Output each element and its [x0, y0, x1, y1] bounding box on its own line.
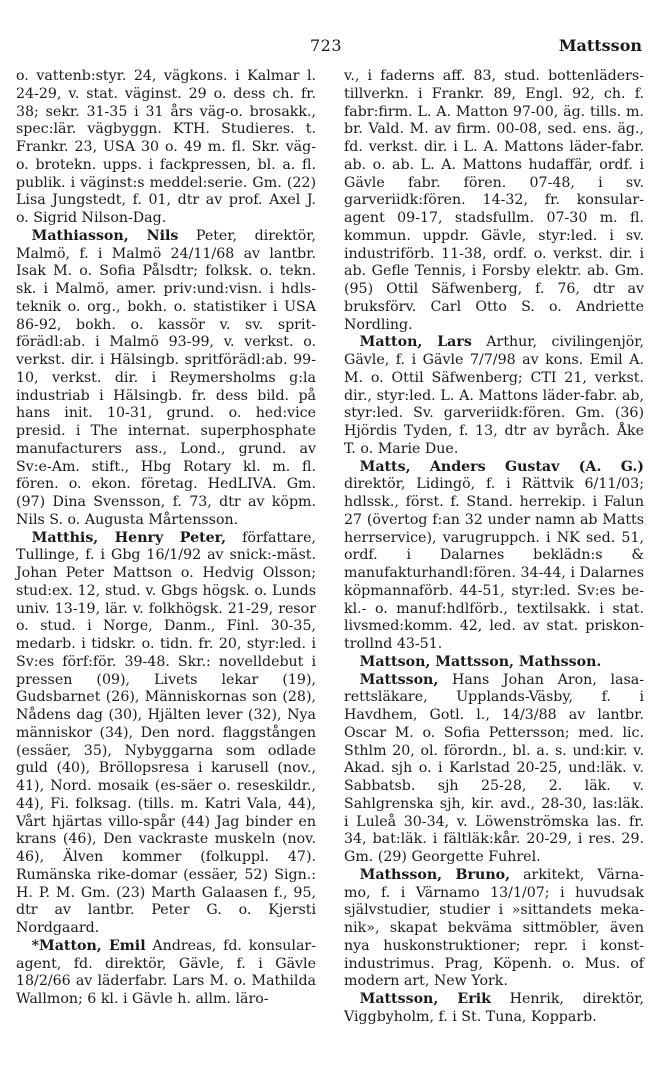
- entry-text: arkitekt, Värna-mo, f. i Värnamo 13/1/07; i huvudsak självstudier, studier i »sittandets meka-nik», skapat bekväma sittmöbler, även nya huskonstruktioner; repr. i konst-industrimus. Prag, Köpenh. o. Mus. of modern art, New York.: [344, 866, 644, 990]
- entry-matton-lars: [344, 334, 644, 458]
- continuation-text: o. vattenb:styr. 24, vägkons. i Kalmar l. 24-29, v. stat. väginst. 29 o. dess ch. fr. 38; sekr. 31-35 i 31 års väg-o. brosakk., spec:lär. vägbyggn. KTH. Studieres. t. Frankr. 23, USA 30 o. 49 m. fl. Skr. väg- o. brotekn. upps. i fackpressen, bl. a. fl. publik. i väginst:s meddel:serie. Gm. (22) Lisa Jungstedt, f. 01, dtr av prof. Axel J. o. Sigrid Nilson-Dag.: [16, 68, 316, 226]
- continuation-text: v., i faderns aff. 83, stud. bottenläders-tillverkn. i Frankr. 89, Engl. 92, ch. f. fabr:firm. L. A. Matton 97-00, äg. tills. m. br. Vald. M. av firm. 00-08, sed. ens. äg., fd. verkst. dir. i L. A. Mattons läder-fabr. ab. o. ab. L. A. Mattons hudaffär, ordf. i Gävle fabr. fören. 07-48, i sv. garveriidk:fören. 14-32, fr. konsular-agent 09-17, stadsfullm. 07-30 m. fl. kommun. uppdr. Gävle, styr:led. i sv. industriförb. 11-38, ordf. o. verkst. dir. i ab. Gefle Tennis, i Forsby elektr. ab. Gm. (95) Ottil Säfwenberg, f. 76, dtr av bruksförv. Carl Otto S. o. Andriette Nordling.: [344, 68, 644, 333]
- entry-headword: Matts, Anders Gustav (A. G.): [359, 458, 644, 475]
- entry-text: Peter, direktör, Malmö, f. i Malmö 24/11/68 av lantbr. Isak M. o. Sofia Pålsdtr; folksk. o. tekn. sk. i Malmö, amer. priv:und:visn. i hdls-teknik o. org., bokh. o. statistiker i USA 86-92, bokh. o. kassör v. sv. sprit-förädl:ab. i Malmö 93-99, v. verkst. o. verkst. dir. i Hälsingb. spritförädl:ab. 99-10, verkst. dir. i Reymersholms g:la industriab i Hälsingb. fr. dess bild. på hans init. 10-31, grund. o. hed:vice presid. i The internat. superphosphate manufacturers ass., Lond., grund. av Sv:e-Am. stift., Hbg Rotary kl. m. fl. fören. o. ekon. företag. HedLIVA. Gm. (97) Dina Svensson, f. 73, dtr av köpm. Nils S. o. Augusta Mårtensson.: [16, 227, 316, 528]
- entry-text: Hans Johan Aron, lasa-rettsläkare, Upplands-Väsby, f. i Havdhem, Gotl. l., 14/3/88 av lantbr. Oscar M. o. Sofia Pettersson; med. lic. Sthlm 20, ol. förordn., bl. a. s. und:kir. v. Akad. sjh o. i Karlstad 20-25, und:läk. v. Sabbatsb. sjh 25-28, 2. läk. v. Sahlgrenska sjh, kir. avd., 28-30, las:läk. i Luleå 30-34, v. Löwenströmska las. fr. 34, bat:läk. i fältläk:kår. 20-29, i res. 29. Gm. (29) Georgette Fuhrel.: [344, 671, 644, 865]
- section-heading: Mattson, Mattsson, Mathsson.: [359, 653, 602, 670]
- entry-headword: Mattsson, Erik: [359, 991, 491, 1007]
- running-head: Mattsson: [558, 36, 642, 55]
- entry-text: författare, Tullinge, f. i Gbg 16/1/92 av snick:-mäst. Johan Peter Mattson o. Hedvig Olsson; stud:ex. 12, stud. v. Gbgs högsk. o. Lunds univ. 13-19, lär. v. folkhögsk. 21-29, resor o. stud. i Norge, Danm., Finl. 30-35, medarb. i tidskr. o. tidn. fr. 20, styr:led. i Sv:es förf:för. 39-48. Skr.: novelldebut i pressen (09), Livets lekar (19), Gudsbarnet (26), Människornas son (28), Nådens dag (30), Hjälten lever (32), Nya människor (34), Den nord. flaggstången (essäer, 35), Nybyggarna som odlade guld (40), Bröllopsresa i karusell (nov., 41), Nord. mosaik (es-säer o. reseskildr., 44), Fi. folksag. (tills. m. Katri Vala, 44), Vårt hjärtas villo-spår (44) Jag binder en krans (46), Den vackraste muskeln (nov. 46), Älven kommer (folkuppl. 47). Rumänska rike-domar (essäer, 52) Sign.: H. P. M. Gm. (23) Marth Galaasen f., 95, dtr av lantbr. Peter G. o. Kjersti Nordgaard.: [16, 529, 316, 936]
- entry-matts: [344, 459, 644, 654]
- entry-headword: Mattsson,: [359, 671, 439, 688]
- entry-text: Andreas, fd. konsular-agent, fd. direktör, Gävle, f. i Gävle 18/2/66 av läderfabr. Lars M. o. Mathilda Wallmon; 6 kl. i Gävle h. allm. läro-: [16, 937, 317, 1007]
- right-column: [344, 68, 644, 1027]
- left-column: [16, 68, 316, 1009]
- entry-matthis: [16, 530, 316, 938]
- entry-matton-emil: [16, 938, 316, 1009]
- entry-mathsson-bruno: [344, 867, 644, 991]
- entry-mattsson-erik: [344, 991, 644, 1027]
- entry-text: Henrik, direktör, Viggbyholm, f. i St. Tuna, Kopparb.: [344, 991, 644, 1025]
- entry-mattsson-aron: [344, 672, 644, 867]
- entry-text: Arthur, civilingenjör, Gävle, f. i Gävle 7/7/98 av kons. Emil A. M. o. Ottil Säfwenberg; CTI 21, verkst. dir., styr:led. L. A. Mattons läder-fabr. ab, styr:led. Sv. garveriidk:fören. Gm. (36) Hjördis Tyden, f. 13, dtr av byråch. Åke T. o. Marie Due.: [344, 334, 644, 457]
- entry-headword: Mathsson, Bruno,: [359, 866, 511, 883]
- entry-text: direktör, Lidingö, f. i Rättvik 6/11/03; hdlssk., först. f. Stand. herrekip. i Falun 27 (övertog f:an 32 under namn ab Matts herrservice), varugruppch. i NK sed. 51, ordf. i Dalarnes beklädn:s & manufakturhandl:fören. 34-44, i Dalarnes köpmannaförb. 44-51, styr:led. Sv:es be-kl.- o. manuf:hdlförb., textilsakk. i stat. livsmed:komm. 42, led. av stat. priskon-trollnd 43-51.: [344, 476, 644, 652]
- page-number: 723: [310, 36, 343, 55]
- entry-headword: Mathiasson, Nils: [31, 227, 179, 244]
- entry-mathiasson: [16, 228, 316, 530]
- entry-headword: *Matton, Emil: [31, 937, 146, 954]
- entry-headword: Matthis, Henry Peter,: [31, 529, 227, 546]
- entry-headword: Matton, Lars: [359, 334, 472, 351]
